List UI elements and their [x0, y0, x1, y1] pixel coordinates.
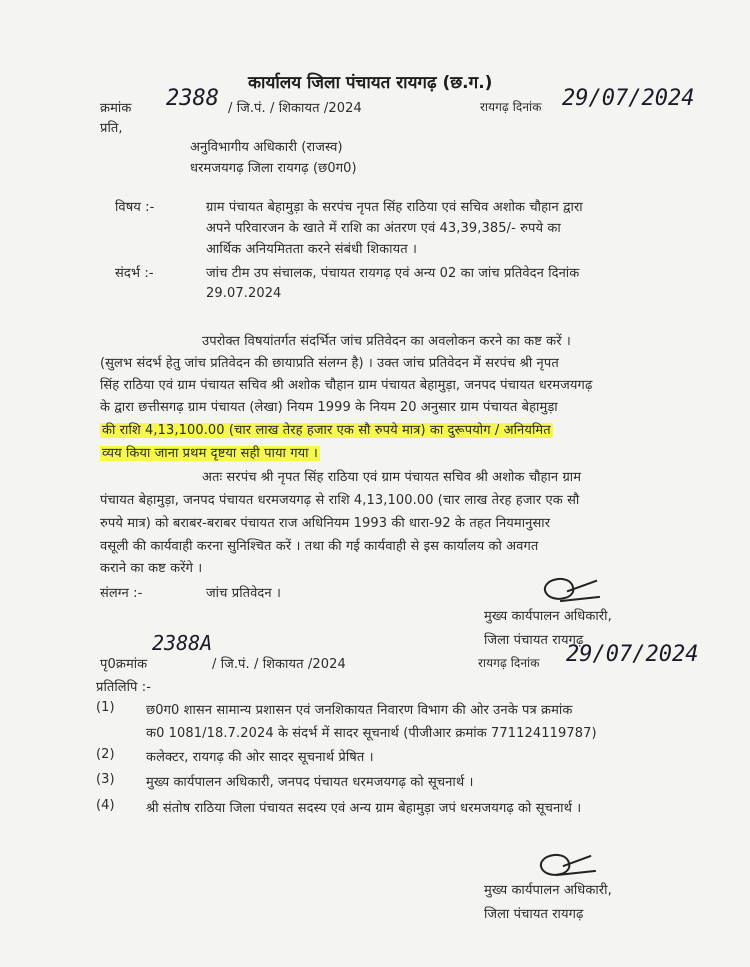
- recipient-line-2: धरमजयगढ़ जिला रायगढ़ (छ0ग0): [190, 161, 357, 176]
- copy-item-text: मुख्य कार्यपालन अधिकारी, जनपद पंचायत धरमजयगढ़ को सूचनार्थ ।: [146, 775, 474, 790]
- copy-item-number: (2): [96, 747, 115, 762]
- subject-label: विषय :-: [115, 200, 155, 215]
- subject-line-2: अपने परिवारजन के खाते में राशि का अंतरण एवं 43,39,385/- रुपये का: [206, 221, 561, 236]
- signatory-1-title: मुख्य कार्यपालन अधिकारी,: [484, 609, 612, 624]
- office-title: कार्यालय जिला पंचायत रायगढ़ (छ.ग.): [248, 73, 493, 93]
- signatory-2-office: जिला पंचायत रायगढ़: [484, 907, 584, 922]
- reference-line-2: 29.07.2024: [206, 286, 282, 301]
- body-p2-line-2: पंचायत बेहामुड़ा, जनपद पंचायत धरमजयगढ़ से राशि 4,13,100.00 (चार लाख तेरह हजार एक सौ: [100, 493, 580, 508]
- subject-line-3: आर्थिक अनियमितता करने संबंधी शिकायत ।: [206, 242, 418, 257]
- signatory-1-office: जिला पंचायत रायगढ़: [484, 633, 584, 648]
- copy-item-text: श्री संतोष राठिया जिला पंचायत सदस्य एवं अन्य ग्राम बेहामुड़ा जपं धरमजयगढ़ को सूचनार्थ ।: [146, 801, 582, 816]
- copy-date-value: 29/07/2024: [566, 642, 699, 667]
- copy-kramank-label: पृ0क्रमांक: [100, 657, 148, 672]
- body-p1-line-2: (सुलभ संदर्भ हेतु जांच प्रतिवेदन की छायाप्रति संलग्न है) । उक्त जांच प्रतिवेदन में सरपंच श्री नृपत: [100, 356, 559, 371]
- copy-kramank-suffix: / जि.पं. / शिकायत /2024: [212, 657, 346, 672]
- highlight-finding: व्यय किया जाना प्रथम दृष्टया सही पाया गया ।: [102, 446, 318, 461]
- attachment-value: जांच प्रतिवेदन ।: [206, 586, 281, 601]
- body-p2-line-5: कराने का कष्ट करेंगे ।: [100, 561, 203, 576]
- reference-label: संदर्भ :-: [115, 266, 154, 281]
- body-p1-line-4: के द्वारा छत्तीसगढ़ ग्राम पंचायत (लेखा) नियम 1999 के नियम 20 अनुसार ग्राम पंचायत बेहामुड़ा: [100, 400, 558, 415]
- date-label: रायगढ़ दिनांक: [480, 100, 542, 114]
- copy-item-number: (4): [96, 798, 115, 813]
- copy-kramank-number: 2388A: [152, 631, 213, 655]
- copy-item-number: (1): [96, 700, 115, 715]
- kramank-suffix: / जि.पं. / शिकायत /2024: [228, 101, 362, 116]
- body-p1-line-3: सिंह राठिया एवं ग्राम पंचायत सचिव श्री अशोक चौहान ग्राम पंचायत बेहामुड़ा, जनपद पंचायत धरमजयगढ़: [100, 378, 593, 393]
- reference-line-1: जांच टीम उप संचालक, पंचायत रायगढ़ एवं अन्य 02 का जांच प्रतिवेदन दिनांक: [206, 266, 580, 281]
- kramank-number: 2388: [166, 86, 219, 111]
- signatory-2-title: मुख्य कार्यपालन अधिकारी,: [484, 883, 612, 898]
- body-p2-line-4: वसूली की कार्यवाही करना सुनिश्चित करें । तथा की गई कार्यवाही से इस कार्यालय को अवगत: [100, 539, 539, 554]
- copy-item-number: (3): [96, 772, 115, 787]
- recipient-line-1: अनुविभागीय अधिकारी (राजस्व): [190, 140, 343, 155]
- copy-date-label: रायगढ़ दिनांक: [478, 656, 540, 670]
- body-p1-line-6-highlighted: [100, 443, 320, 461]
- copy-item-text: क0 1081/18.7.2024 के संदर्भ में सादर सूचनार्थ (पीजीआर क्रमांक 771124119787): [146, 726, 597, 741]
- prati: प्रति,: [100, 121, 123, 136]
- copy-item-text: कलेक्टर, रायगढ़ की ओर सादर सूचनार्थ प्रेषित ।: [146, 750, 374, 765]
- kramank-label: क्रमांक: [100, 101, 132, 116]
- body-p1-line-5-highlighted: [100, 420, 553, 438]
- copy-item-text: छ0ग0 शासन सामान्य प्रशासन एवं जनशिकायत निवारण विभाग की ओर उनके पत्र क्रमांक: [146, 703, 573, 718]
- pratilipi-label: प्रतिलिपि :-: [96, 680, 152, 695]
- attachment-label: संलग्न :-: [100, 586, 143, 601]
- highlight-amount: की राशि 4,13,100.00 (चार लाख तेरह हजार एक सौ रुपये मात्र) का दुरूपयोग / अनियमित: [102, 423, 551, 438]
- body-p1-line-1: उपरोक्त विषयांतर्गत संदर्भित जांच प्रतिवेदन का अवलोकन करने का कष्ट करें ।: [202, 334, 571, 349]
- subject-line-1: ग्राम पंचायत बेहामुड़ा के सरपंच नृपत सिंह राठिया एवं सचिव अशोक चौहान द्वारा: [206, 200, 583, 215]
- date-value: 29/07/2024: [562, 86, 695, 111]
- body-p2-line-3: रुपये मात्र) को बराबर-बराबर पंचायत राज अधिनियम 1993 की धारा-92 के तहत नियमानुसार: [100, 516, 551, 531]
- body-p2-line-1: अतः सरपंच श्री नृपत सिंह राठिया एवं ग्राम पंचायत सचिव श्री अशोक चौहान ग्राम: [202, 470, 582, 485]
